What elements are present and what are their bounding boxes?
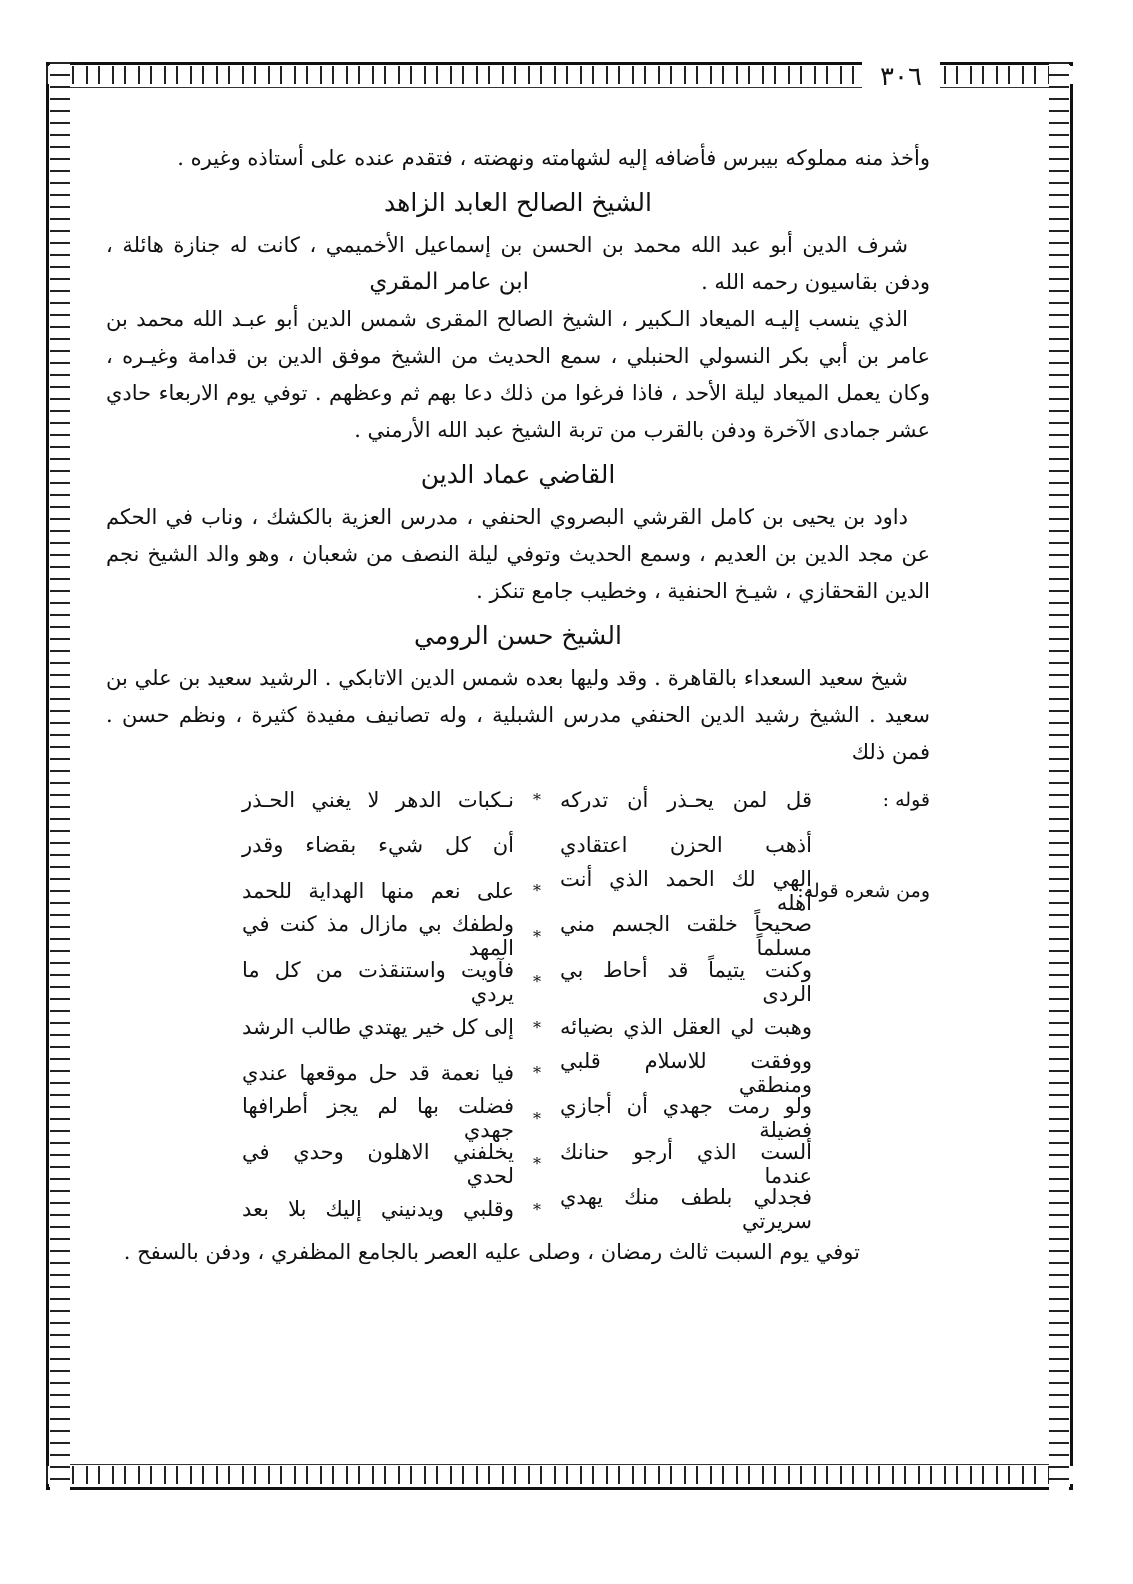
hemistich-first: ووفقت للاسلام قلبي ومنطقي — [560, 1048, 812, 1097]
poem-line — [106, 959, 930, 1005]
hemistich-separator: * — [533, 790, 541, 810]
poem-line — [106, 1141, 930, 1187]
hemistich-first: قل لمن يحـذر أن تدركه — [560, 787, 812, 812]
hemistich-separator: * — [533, 1154, 541, 1174]
heading-entry-3: القاضي عماد الدين — [420, 460, 616, 489]
hemistich-second: على نعم منها الهداية للحمد — [242, 878, 514, 903]
hemistich-first: ألست الذي أرجو حنانك عندما — [560, 1139, 812, 1188]
hemistich-first: الهي لك الحمد الذي أنت أهله — [560, 866, 812, 915]
poem-line — [106, 914, 930, 960]
page-content — [106, 140, 930, 1271]
hemistich-separator: * — [533, 1108, 541, 1128]
hemistich-second: يخلفني الاهلون وحدي في لحدي — [242, 1139, 514, 1188]
heading-entry-4: الشيخ حسن الرومي — [414, 621, 622, 650]
poem-lead: قوله : — [882, 788, 930, 811]
hemistich-first: أذهب الحزن اعتقادي — [560, 833, 812, 858]
poem — [106, 777, 930, 1232]
hemistich-second: فيا نعمة قد حل موقعها عندي — [242, 1060, 514, 1085]
hemistich-second: نـكبات الدهر لا يغني الحـذر — [242, 787, 514, 812]
paragraph-closing: توفي يوم السبت ثالث رمضان ، وصلى عليه العصر بالجامع المظفري ، ودفن بالسفح . — [123, 1240, 860, 1264]
paragraph-entry-2: الذي ينسب إليـه الميعاد الـكبير ، الشيخ الصالح المقرى شمس الدين أبو عبـد الله محمد بن عامر بن أبي بكر النسولي الحنبلي ، سمع الحديث من الشيخ موفق الدين بن قدامة وغيـره ، وكان يعمل الميعاد ليلة الأحد ، فاذا فرغوا من ذلك دعا بهم ثم وعظهم . توفي يوم الاربعاء حادي عشر جمادى الآخرة ودفن بالقرب من تربة الشيخ عبد الله الأرمني . — [106, 307, 930, 442]
poem-lead: ومن شعره قوله: — [797, 879, 930, 902]
ornamental-border-right — [1049, 62, 1069, 1490]
poem-line — [106, 1005, 930, 1051]
page-number: ٣٠٦ — [862, 60, 940, 94]
paragraph-entry-4: شيخ سعيد السعداء بالقاهرة . وقد وليها بعده شمس الدين الاتابكي . الرشيد سعيد بن علي بن سعيد . الشيخ رشيد الدين الحنفي مدرس الشبلية ، وله تصانيف مفيدة كثيرة ، ونظم حسن . فمن ذلك — [106, 666, 930, 764]
hemistich-first: ولو رمت جهدي أن أجازي فضيلة — [560, 1094, 812, 1143]
poem-line — [106, 1187, 930, 1233]
hemistich-first: صحيحاً خلقت الجسم مني مسلماً — [560, 912, 812, 961]
hemistich-separator: * — [533, 972, 541, 992]
hemistich-second: أن كل شيء بقضاء وقدر — [242, 833, 514, 858]
hemistich-second: فآويت واستنقذت من كل ما يردي — [242, 957, 514, 1006]
hemistich-first: وكنت يتيماً قد أحاط بي الردى — [560, 957, 812, 1006]
heading-entry-1: الشيخ الصالح العابد الزاهد — [384, 188, 652, 217]
poem-line — [106, 1050, 930, 1096]
hemistich-separator: * — [533, 926, 541, 946]
ornamental-border-left — [50, 62, 70, 1490]
entry-1-text: شرف الدين أبو عبد الله محمد بن الحسن بن إسماعيل الأخميمي ، كانت له جنازة هائلة ، ودفن بقاسيون رحمه الله . — [106, 233, 930, 294]
poem-line — [106, 823, 930, 869]
hemistich-second: ولطفك بي مازال مذ كنت في المهد — [242, 912, 514, 961]
hemistich-separator: * — [533, 1017, 541, 1037]
hemistich-second: وقلبي ويدنيني إليك بلا بعد — [242, 1197, 514, 1222]
poem-line — [106, 868, 930, 914]
paragraph-intro: وأخذ منه مملوكه بيبرس فأضافه إليه لشهامته ونهضته ، فتقدم عنده على أستاذه وغيره . — [177, 146, 930, 170]
hemistich-second: إلى كل خير يهتدي طالب الرشد — [242, 1015, 514, 1040]
hemistich-separator: * — [533, 1063, 541, 1083]
hemistich-first: فجدلي بلطف منك يهدي سريرتي — [560, 1185, 812, 1234]
paragraph-entry-1 — [106, 227, 930, 301]
hemistich-second: فضلت بها لم يجز أطرافها جهدي — [242, 1094, 514, 1143]
hemistich-separator: * — [533, 881, 541, 901]
heading-entry-2: ابن عامر المقري — [369, 269, 530, 295]
ornamental-border-bottom — [46, 1466, 1073, 1484]
poem-line — [106, 777, 930, 823]
paragraph-entry-3: داود بن يحيى بن كامل القرشي البصروي الحنفي ، مدرس العزية بالكشك ، وناب في الحكم عن مجد الدين بن العديم ، وسمع الحديث وتوفي ليلة النصف من شعبان ، وهو والد الشيخ نجم الدين القحقازي ، شيـخ الحنفية ، وخطيب جامع تنكز . — [106, 505, 930, 603]
hemistich-first: وهبت لي العقل الذي بضيائه — [560, 1015, 812, 1040]
hemistich-separator: * — [533, 1199, 541, 1219]
poem-line — [106, 1096, 930, 1142]
